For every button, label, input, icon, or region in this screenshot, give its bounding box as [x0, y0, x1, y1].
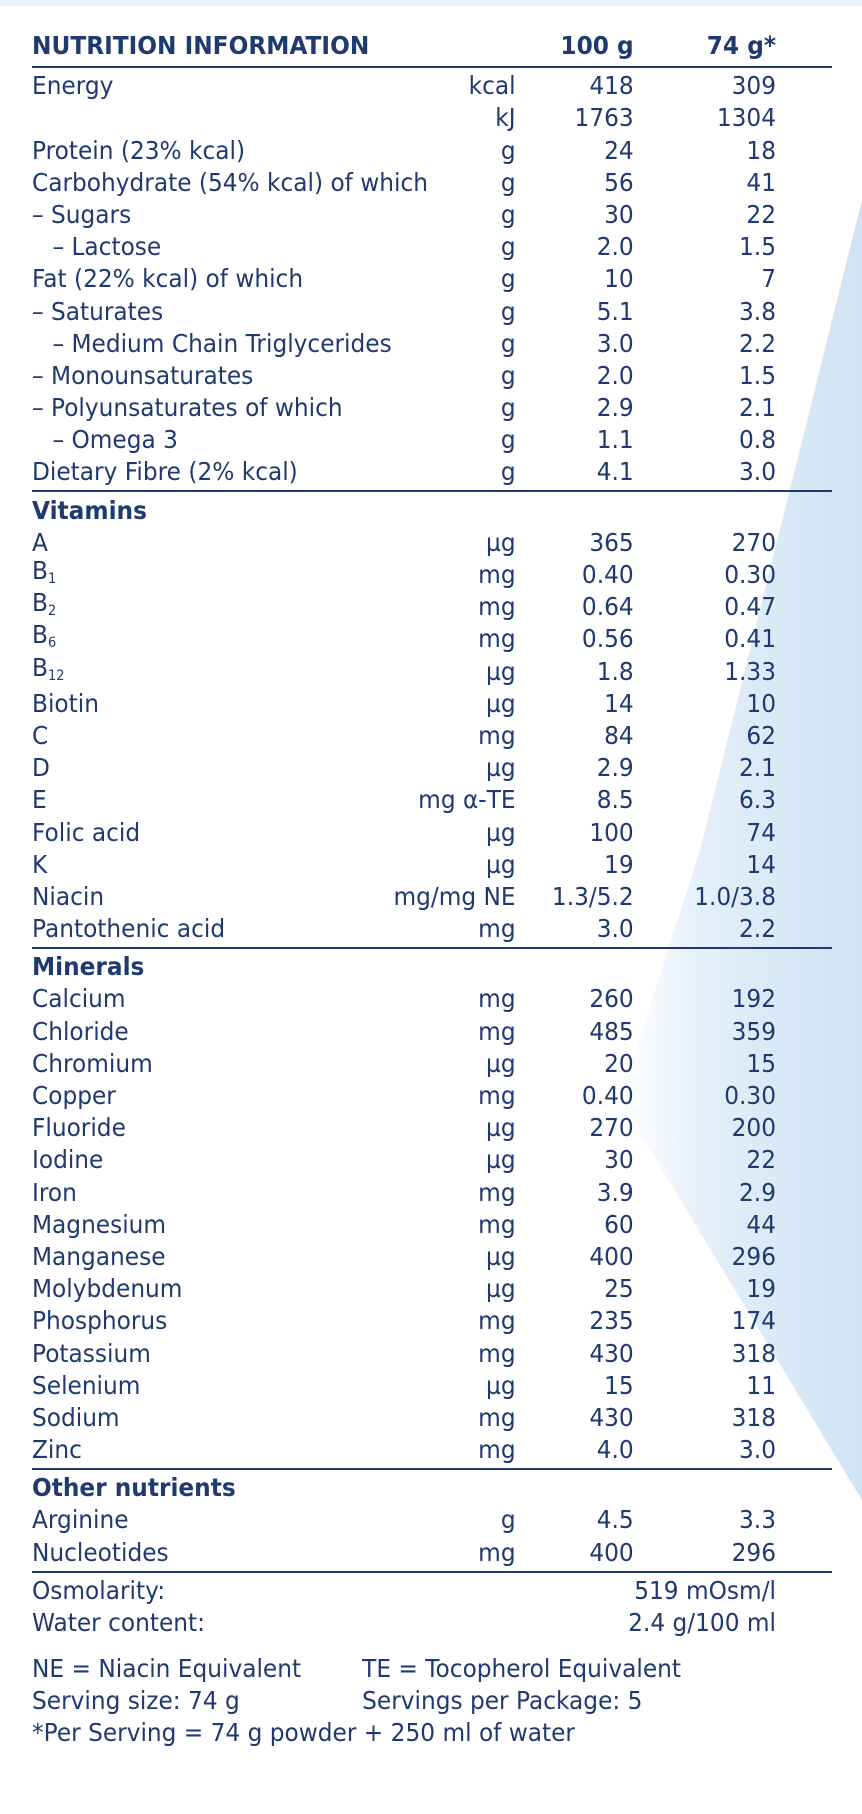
table-row: [32, 1112, 776, 1144]
value-per-100g: 84: [604, 720, 634, 750]
value-per-serving: 3.0: [739, 1435, 776, 1465]
nutrient-unit: µg: [486, 527, 516, 557]
value-per-serving: 296: [731, 1241, 776, 1271]
nutrient-unit: g: [500, 232, 516, 262]
nutrient-label: Magnesium: [32, 1209, 167, 1239]
nutrient-unit: µg: [486, 1113, 516, 1143]
nutrient-label: Pantothenic acid: [32, 914, 226, 944]
value-per-100g: 19: [604, 849, 634, 879]
value-per-serving: 44: [746, 1209, 776, 1239]
footnote-row: [32, 1653, 776, 1685]
value-per-100g: 15: [604, 1370, 634, 1400]
other-nutrients-section: [32, 1504, 832, 1568]
value-per-serving: 296: [731, 1537, 776, 1567]
nutrient-unit: µg: [486, 849, 516, 879]
table-row: [32, 1337, 776, 1369]
per-serving-note: *Per Serving = 74 g powder + 250 ml of water: [32, 1718, 575, 1747]
value-per-serving: 200: [731, 1113, 776, 1143]
nutrient-label: – Saturates: [32, 296, 164, 326]
table-row: [32, 527, 776, 559]
value-per-100g: 5.1: [596, 296, 634, 326]
value-per-serving: 270: [731, 527, 776, 557]
nutrient-unit: mg: [478, 1016, 516, 1046]
divider: [32, 490, 832, 492]
value-per-100g: 1.3/5.2: [551, 881, 634, 911]
nutrient-label: Nucleotides: [32, 1537, 169, 1567]
value-per-100g: 100: [589, 817, 634, 847]
nutrient-unit: µg: [486, 817, 516, 847]
value-per-serving: 14: [746, 849, 776, 879]
nutrient-unit: µg: [486, 656, 516, 686]
value-per-serving: 318: [731, 1338, 776, 1368]
nutrient-unit: g: [500, 457, 516, 487]
serving-size: Serving size: 74 g: [32, 1686, 240, 1715]
value-per-serving: 15: [746, 1048, 776, 1078]
value-per-serving: 3.3: [739, 1505, 776, 1535]
table-row: [32, 816, 776, 848]
nutrient-unit: mg: [478, 1081, 516, 1110]
value-per-100g: 10: [604, 264, 634, 294]
table-row: [32, 70, 776, 102]
nutrient-unit: g: [500, 1505, 516, 1535]
value-per-100g: 20: [604, 1048, 634, 1078]
footnote-te: TE = Tocopherol Equivalent: [362, 1654, 681, 1683]
table-row: [32, 588, 776, 623]
property-row: [32, 1607, 776, 1639]
table-row: [32, 1536, 776, 1568]
divider: [32, 1571, 832, 1573]
nutrient-label: Energy: [32, 71, 114, 101]
value-per-serving: 0.30: [724, 1081, 776, 1110]
value-per-serving: 1.0/3.8: [694, 881, 776, 911]
table-row: [32, 1048, 776, 1080]
property-label: Osmolarity:: [32, 1575, 166, 1605]
nutrient-label: Potassium: [32, 1338, 151, 1368]
nutrient-unit: mg: [478, 592, 516, 622]
table-row: [32, 1241, 776, 1273]
value-per-serving: 62: [746, 720, 776, 750]
value-per-100g: 56: [604, 167, 634, 197]
nutrient-label: K: [32, 849, 48, 879]
table-row: [32, 983, 776, 1015]
servings-per-package: Servings per Package: 5: [362, 1686, 643, 1715]
value-per-serving: 3.0: [739, 457, 776, 487]
footnote-row: [32, 1717, 776, 1749]
nutrient-unit: g: [500, 360, 516, 390]
value-per-serving: 2.2: [739, 328, 776, 358]
value-per-100g: 1.1: [596, 425, 634, 455]
table-row: [32, 913, 776, 945]
nutrient-label: Fat (22% kcal) of which: [32, 264, 304, 294]
value-per-serving: 174: [731, 1306, 776, 1336]
value-per-100g: 365: [589, 527, 634, 557]
nutrient-unit: g: [500, 296, 516, 326]
table-row: [32, 620, 776, 655]
table-row: [32, 688, 776, 720]
value-per-100g: 430: [589, 1338, 634, 1368]
nutrient-label: Iodine: [32, 1145, 104, 1175]
table-row: [32, 1434, 776, 1466]
value-per-serving: 0.41: [724, 624, 776, 654]
nutrient-unit: mg/mg NE: [393, 881, 516, 911]
divider: [32, 947, 832, 949]
value-per-serving: 0.47: [724, 592, 776, 622]
nutrient-label: – Monounsaturates: [32, 360, 254, 390]
nutrient-label: Zinc: [32, 1435, 82, 1465]
subscript: 12: [47, 667, 65, 684]
value-per-100g: 4.1: [596, 457, 634, 487]
nutrient-label: Manganese: [32, 1241, 166, 1271]
property-value: 2.4 g/100 ml: [628, 1608, 776, 1637]
nutrient-label: Dietary Fibre (2% kcal): [32, 457, 298, 487]
table-row: [32, 295, 776, 327]
nutrient-label: Calcium: [32, 984, 126, 1014]
property-label: Water content:: [32, 1608, 205, 1637]
table-row: [32, 752, 776, 784]
table-row: [32, 102, 776, 134]
subscript: 1: [47, 571, 57, 587]
value-per-serving: 0.30: [724, 560, 776, 589]
nutrient-unit: µg: [486, 1274, 516, 1304]
nutrient-label: Phosphorus: [32, 1306, 168, 1336]
nutrient-unit: g: [500, 135, 516, 165]
nutrient-label: Selenium: [32, 1370, 141, 1400]
value-per-100g: 3.9: [596, 1177, 634, 1207]
table-row: [32, 849, 776, 881]
value-per-serving: 1.5: [739, 360, 776, 390]
value-per-serving: 19: [746, 1274, 776, 1304]
value-per-serving: 1.5: [739, 232, 776, 262]
value-per-serving: 318: [731, 1402, 776, 1432]
nutrient-unit: mg: [478, 1306, 516, 1336]
value-per-100g: 400: [589, 1241, 634, 1271]
value-per-100g: 2.0: [596, 360, 634, 390]
value-per-100g: 0.56: [581, 624, 634, 654]
nutrient-unit: g: [500, 167, 516, 197]
nutrient-label: Copper: [32, 1081, 116, 1110]
nutrient-unit: g: [500, 393, 516, 423]
value-per-100g: 260: [589, 984, 634, 1014]
nutrient-unit: µg: [486, 1048, 516, 1078]
nutrient-unit: kcal: [468, 71, 516, 101]
nutrient-unit: kJ: [495, 103, 516, 133]
nutrient-unit: mg: [478, 1338, 516, 1368]
nutrient-label: $B_6$: [32, 620, 57, 652]
table-row: [32, 881, 776, 913]
value-per-serving: 1304: [716, 103, 776, 133]
minerals-section: [32, 983, 832, 1466]
value-per-100g: 2.9: [596, 393, 634, 423]
table-row: [32, 134, 776, 166]
value-per-serving: 22: [746, 199, 776, 229]
value-per-100g: 1.8: [596, 656, 634, 686]
nutrient-label: Protein (23% kcal): [32, 135, 246, 165]
value-per-100g: 4.5: [596, 1505, 634, 1535]
value-per-100g: 0.40: [581, 1081, 634, 1110]
table-row: [32, 1144, 776, 1176]
nutrient-unit: µg: [486, 1241, 516, 1271]
value-per-100g: 3.0: [596, 328, 634, 358]
table-row: [32, 784, 776, 816]
value-per-serving: 74: [746, 817, 776, 847]
divider: [32, 1468, 832, 1470]
value-per-100g: 430: [589, 1402, 634, 1432]
value-per-100g: 3.0: [596, 914, 634, 944]
property-row: [32, 1575, 776, 1607]
table-row: [32, 392, 776, 424]
macronutrients-section: [32, 70, 832, 488]
value-per-100g: 30: [604, 1145, 634, 1175]
table-row: [32, 1209, 776, 1241]
table-row: [32, 456, 776, 488]
table-row: [32, 556, 776, 591]
table-row: [32, 1305, 776, 1337]
value-per-serving: 7: [761, 264, 776, 294]
value-per-100g: 235: [589, 1306, 634, 1336]
value-per-serving: 2.9: [739, 1177, 776, 1207]
nutrient-unit: g: [500, 199, 516, 229]
value-per-100g: 400: [589, 1537, 634, 1567]
table-row: [32, 1015, 776, 1047]
table-row: [32, 1504, 776, 1536]
nutrient-unit: mg: [478, 1435, 516, 1465]
nutrient-unit: g: [500, 328, 516, 358]
vitamins-title: Vitamins: [32, 495, 147, 525]
value-per-serving: 2.1: [739, 753, 776, 783]
table-row: [32, 1176, 776, 1208]
nutrient-label: $B_{12}$: [32, 652, 65, 684]
nutrient-label: Biotin: [32, 688, 99, 718]
subscript: 2: [47, 603, 57, 620]
nutrition-panel: [32, 28, 832, 1749]
vitamins-section: [32, 527, 832, 945]
minerals-title: Minerals: [32, 952, 145, 982]
value-per-serving: 2.2: [739, 914, 776, 944]
value-per-100g: 485: [589, 1016, 634, 1046]
nutrient-label: – Omega 3: [52, 425, 178, 455]
nutrient-label: $B_2$: [32, 588, 57, 620]
nutrient-label: E: [32, 785, 47, 815]
table-row: [32, 328, 776, 360]
nutrient-unit: mg: [478, 984, 516, 1014]
value-per-100g: 270: [589, 1113, 634, 1143]
nutrient-unit: mg: [478, 914, 516, 944]
nutrient-unit: mg α-TE: [418, 785, 516, 815]
nutrient-unit: mg: [478, 1209, 516, 1239]
table-row: [32, 167, 776, 199]
table-row: [32, 1370, 776, 1402]
value-per-100g: 2.0: [596, 232, 634, 262]
footnote-ne: NE = Niacin Equivalent: [32, 1654, 302, 1683]
value-per-100g: 1763: [574, 103, 634, 133]
value-per-serving: 10: [746, 688, 776, 718]
nutrient-label: $B_1$: [32, 556, 57, 587]
nutrient-unit: mg: [478, 720, 516, 750]
table-row: [32, 424, 776, 456]
nutrient-unit: mg: [478, 1537, 516, 1567]
value-per-100g: 14: [604, 688, 634, 718]
table-row: [32, 263, 776, 295]
nutrient-label: Arginine: [32, 1505, 129, 1535]
value-per-100g: 4.0: [596, 1435, 634, 1465]
value-per-serving: 0.8: [739, 425, 776, 455]
value-per-100g: 24: [604, 135, 634, 165]
nutrient-label: Sodium: [32, 1402, 120, 1432]
nutrient-unit: mg: [478, 1402, 516, 1432]
properties-section: [32, 1575, 832, 1639]
value-per-serving: 41: [746, 167, 776, 197]
value-per-serving: 11: [746, 1370, 776, 1400]
nutrient-label: – Sugars: [32, 199, 132, 229]
table-title: NUTRITION INFORMATION: [32, 31, 370, 60]
nutrient-label: C: [32, 720, 49, 750]
nutrient-unit: µg: [486, 688, 516, 718]
nutrient-label: – Medium Chain Triglycerides: [52, 328, 392, 358]
nutrient-label: Iron: [32, 1177, 77, 1207]
nutrient-label: D: [32, 753, 50, 783]
nutrient-unit: mg: [478, 624, 516, 654]
value-per-100g: 8.5: [596, 785, 634, 815]
nutrient-label: Niacin: [32, 881, 105, 911]
value-per-serving: 2.1: [739, 393, 776, 423]
nutrient-label: Folic acid: [32, 817, 141, 847]
nutrient-unit: mg: [478, 560, 516, 589]
column-header-100g: 100 g: [560, 31, 634, 60]
nutrient-label: A: [32, 527, 48, 557]
nutrient-label: Molybdenum: [32, 1274, 183, 1304]
value-per-serving: 1.33: [724, 656, 776, 686]
value-per-100g: 30: [604, 199, 634, 229]
value-per-100g: 418: [589, 71, 634, 101]
nutrient-label: Fluoride: [32, 1113, 126, 1143]
value-per-100g: 0.40: [581, 560, 634, 589]
nutrient-label: Chloride: [32, 1016, 129, 1046]
value-per-100g: 2.9: [596, 753, 634, 783]
value-per-serving: 359: [731, 1016, 776, 1046]
value-per-serving: 309: [731, 71, 776, 101]
table-row: [32, 360, 776, 392]
nutrient-unit: µg: [486, 753, 516, 783]
value-per-100g: 60: [604, 1209, 634, 1239]
table-row: [32, 199, 776, 231]
value-per-serving: 6.3: [739, 785, 776, 815]
table-row: [32, 720, 776, 752]
nutrient-label: Chromium: [32, 1048, 153, 1078]
nutrient-label: Carbohydrate (54% kcal) of which: [32, 167, 428, 197]
value-per-100g: 25: [604, 1274, 634, 1304]
table-row: [32, 231, 776, 263]
value-per-serving: 3.8: [739, 296, 776, 326]
nutrient-unit: g: [500, 264, 516, 294]
value-per-serving: 192: [731, 984, 776, 1014]
nutrient-unit: µg: [486, 1370, 516, 1400]
other-nutrients-title: Other nutrients: [32, 1473, 236, 1503]
table-row: [32, 1080, 776, 1112]
footnote-row: [32, 1685, 776, 1717]
nutrient-unit: µg: [486, 1145, 516, 1175]
value-per-100g: 0.64: [581, 592, 634, 622]
column-header-74g: 74 g*: [706, 31, 776, 60]
nutrient-label: – Polyunsaturates of which: [32, 393, 343, 423]
value-per-serving: 18: [746, 135, 776, 165]
subscript: 6: [47, 635, 57, 652]
nutrient-label: – Lactose: [52, 232, 162, 262]
value-per-serving: 22: [746, 1145, 776, 1175]
table-row: [32, 652, 776, 687]
property-value: 519 mOsm/l: [634, 1575, 776, 1605]
divider: [32, 66, 832, 68]
nutrient-unit: g: [500, 425, 516, 455]
table-row: [32, 1273, 776, 1305]
table-row: [32, 1402, 776, 1434]
nutrient-unit: mg: [478, 1177, 516, 1207]
table-header: [32, 28, 776, 64]
